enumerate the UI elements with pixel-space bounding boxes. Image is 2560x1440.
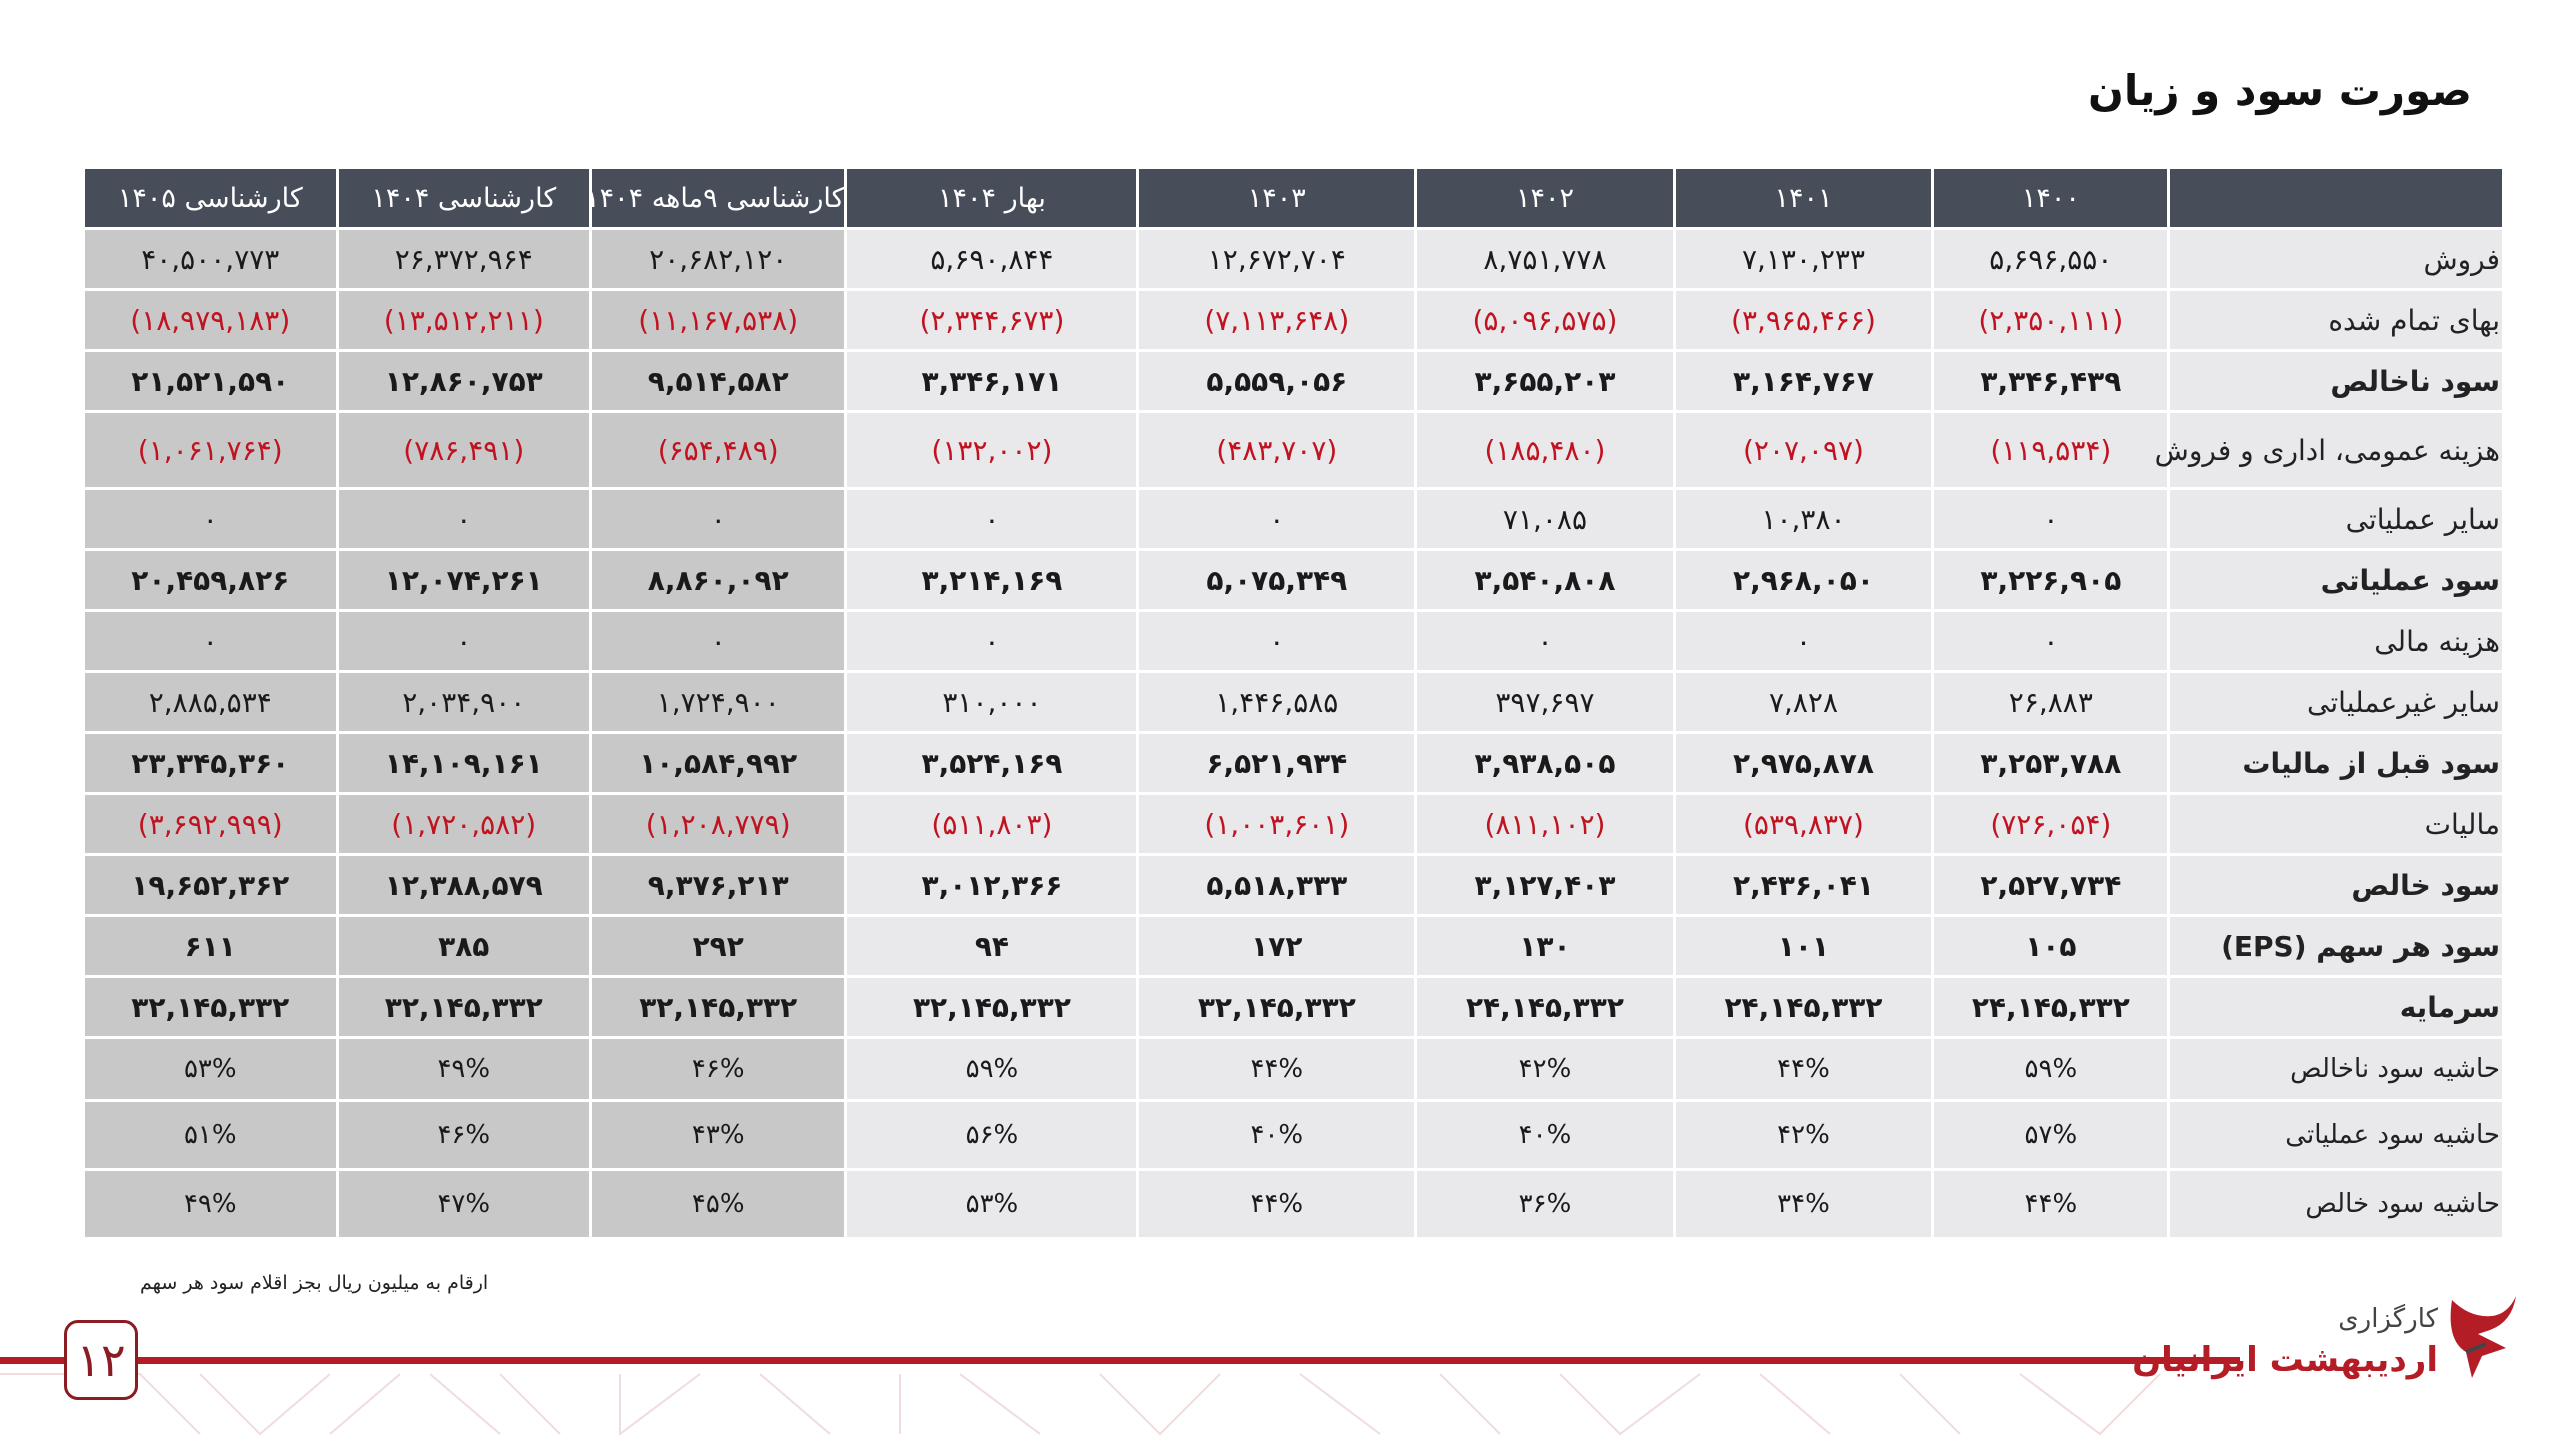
table-cell: (۶۵۴,۴۸۹) [589, 413, 844, 490]
row-label: سود عملیاتی [2167, 551, 2502, 612]
table-cell: (۲,۳۵۰,۱۱۱) [1931, 291, 2167, 352]
table-cell: ۲۰,۶۸۲,۱۲۰ [589, 230, 844, 291]
table-cell: ۴۴% [1673, 1039, 1932, 1102]
table-cell: ۱۴,۱۰۹,۱۶۱ [336, 734, 589, 795]
table-cell: ۹,۳۷۶,۲۱۳ [589, 856, 844, 917]
table-cell: (۱۳,۵۱۲,۲۱۱) [336, 291, 589, 352]
table-cell: ۳۱۰,۰۰۰ [844, 673, 1136, 734]
table-cell: (۱,۷۲۰,۵۸۲) [336, 795, 589, 856]
row-label: مالیات [2167, 795, 2502, 856]
table-cell: ۵۳% [844, 1171, 1136, 1240]
table-cell: ۱۳۰ [1414, 917, 1673, 978]
table-cell: ۰ [589, 612, 844, 673]
table-cell: ۵,۶۹۰,۸۴۴ [844, 230, 1136, 291]
table-cell: (۵۱۱,۸۰۳) [844, 795, 1136, 856]
row-label: سود هر سهم (EPS) [2167, 917, 2502, 978]
table-cell: ۰ [844, 490, 1136, 551]
table-cell: ۲,۹۷۵,۸۷۸ [1673, 734, 1932, 795]
column-header: ۱۴۰۰ [1931, 169, 2167, 230]
row-label: سود ناخالص [2167, 352, 2502, 413]
table-row [82, 230, 2502, 291]
table-cell: ۲,۵۲۷,۷۳۴ [1931, 856, 2167, 917]
table-cell: ۱,۷۲۴,۹۰۰ [589, 673, 844, 734]
row-label: بهای تمام شده [2167, 291, 2502, 352]
table-cell: ۴۴% [1931, 1171, 2167, 1240]
row-label: فروش [2167, 230, 2502, 291]
row-label: حاشیه سود عملیاتی [2167, 1102, 2502, 1171]
table-cell: (۷۲۶,۰۵۴) [1931, 795, 2167, 856]
table-cell: ۳۲,۱۴۵,۳۳۲ [844, 978, 1136, 1039]
table-cell: ۴۹% [82, 1171, 336, 1240]
logo-title: اردیبهشت ایرانیان [2132, 1340, 2438, 1380]
table-cell: (۵۳۹,۸۳۷) [1673, 795, 1932, 856]
table-cell: ۳,۲۲۶,۹۰۵ [1931, 551, 2167, 612]
table-cell: ۰ [1931, 612, 2167, 673]
table-cell: (۱۱۹,۵۳۴) [1931, 413, 2167, 490]
table-cell: ۸,۸۶۰,۰۹۲ [589, 551, 844, 612]
table-cell: (۷,۱۱۳,۶۴۸) [1136, 291, 1414, 352]
table-cell: ۳,۰۱۲,۳۶۶ [844, 856, 1136, 917]
table-row [82, 612, 2502, 673]
table-cell: ۰ [1931, 490, 2167, 551]
column-header: کارشناسی ۱۴۰۵ [82, 169, 336, 230]
table-cell: ۴۹% [336, 1039, 589, 1102]
table-cell: ۳,۱۲۷,۴۰۳ [1414, 856, 1673, 917]
table-cell: ۱۹,۶۵۲,۳۶۲ [82, 856, 336, 917]
table-cell: (۴۸۳,۷۰۷) [1136, 413, 1414, 490]
column-header: ۱۴۰۲ [1414, 169, 1673, 230]
page-title: صورت سود و زیان [2087, 66, 2472, 115]
table-cell: ۲,۰۳۴,۹۰۰ [336, 673, 589, 734]
table-cell: (۵,۰۹۶,۵۷۵) [1414, 291, 1673, 352]
table-cell: ۱۷۲ [1136, 917, 1414, 978]
table-cell: ۰ [844, 612, 1136, 673]
table-cell: ۶۱۱ [82, 917, 336, 978]
table-cell: ۴۳% [589, 1102, 844, 1171]
table-cell: ۵,۰۷۵,۳۴۹ [1136, 551, 1414, 612]
row-label: سرمایه [2167, 978, 2502, 1039]
table-cell: ۰ [1414, 612, 1673, 673]
row-label: حاشیه سود ناخالص [2167, 1039, 2502, 1102]
table-cell: ۳,۳۴۶,۴۳۹ [1931, 352, 2167, 413]
table-cell: ۱۲,۰۷۴,۲۶۱ [336, 551, 589, 612]
table-cell: ۳,۱۶۴,۷۶۷ [1673, 352, 1932, 413]
table-cell: ۴۶% [589, 1039, 844, 1102]
table-cell: (۱,۰۶۱,۷۶۴) [82, 413, 336, 490]
table-cell: ۳۸۵ [336, 917, 589, 978]
table-cell: ۱۲,۶۷۲,۷۰۴ [1136, 230, 1414, 291]
row-label: حاشیه سود خالص [2167, 1171, 2502, 1240]
table-cell: ۱۰۵ [1931, 917, 2167, 978]
column-header: ۱۴۰۱ [1673, 169, 1932, 230]
table-cell: ۱,۴۴۶,۵۸۵ [1136, 673, 1414, 734]
table-cell: ۳۶% [1414, 1171, 1673, 1240]
table-cell: ۵۳% [82, 1039, 336, 1102]
table-cell: (۱,۲۰۸,۷۷۹) [589, 795, 844, 856]
row-label: هزینه مالی [2167, 612, 2502, 673]
row-label: سایر عملیاتی [2167, 490, 2502, 551]
table-cell: ۳۲,۱۴۵,۳۳۲ [1136, 978, 1414, 1039]
table-cell: ۴۷% [336, 1171, 589, 1240]
table-cell: ۳,۲۵۳,۷۸۸ [1931, 734, 2167, 795]
table-row [82, 413, 2502, 490]
table-cell: (۷۸۶,۴۹۱) [336, 413, 589, 490]
table-cell: ۴۲% [1414, 1039, 1673, 1102]
logo-subtitle: کارگزاری [2338, 1304, 2438, 1334]
table-cell: ۳,۶۵۵,۲۰۳ [1414, 352, 1673, 413]
column-header: کارشناسی ۹ماهه ۱۴۰۴ [589, 169, 844, 230]
column-header: بهار ۱۴۰۴ [844, 169, 1136, 230]
table-cell: ۲۰,۴۵۹,۸۲۶ [82, 551, 336, 612]
table-cell: ۴۰% [1136, 1102, 1414, 1171]
table-cell: (۲۰۷,۰۹۷) [1673, 413, 1932, 490]
table-cell: (۸۱۱,۱۰۲) [1414, 795, 1673, 856]
table-cell: (۱۸,۹۷۹,۱۸۳) [82, 291, 336, 352]
table-cell: (۲,۳۴۴,۶۷۳) [844, 291, 1136, 352]
table-cell: ۰ [336, 612, 589, 673]
table-cell: ۰ [336, 490, 589, 551]
table-row [82, 978, 2502, 1039]
table-cell: ۳۲,۱۴۵,۳۳۲ [589, 978, 844, 1039]
table-header-row [82, 169, 2502, 230]
table-cell: ۲,۹۶۸,۰۵۰ [1673, 551, 1932, 612]
table-cell: ۱۰۱ [1673, 917, 1932, 978]
table-row [82, 1039, 2502, 1102]
table-cell: ۳۲,۱۴۵,۳۳۲ [82, 978, 336, 1039]
table-cell: ۵,۵۵۹,۰۵۶ [1136, 352, 1414, 413]
table-cell: ۴۲% [1673, 1102, 1932, 1171]
table-cell: ۵۷% [1931, 1102, 2167, 1171]
table-row [82, 1102, 2502, 1171]
table-cell: ۳۲,۱۴۵,۳۳۲ [336, 978, 589, 1039]
table-cell: ۰ [1673, 612, 1932, 673]
header-label-cell [2167, 169, 2502, 230]
table-cell: ۹۴ [844, 917, 1136, 978]
table-cell: ۹,۵۱۴,۵۸۲ [589, 352, 844, 413]
table-cell: ۲۶,۳۷۲,۹۶۴ [336, 230, 589, 291]
table-cell: ۰ [1136, 490, 1414, 551]
table-cell: ۸,۷۵۱,۷۷۸ [1414, 230, 1673, 291]
table-cell: ۵,۶۹۶,۵۵۰ [1931, 230, 2167, 291]
page-number: ۱۲ [64, 1320, 138, 1400]
table-cell: ۵۶% [844, 1102, 1136, 1171]
table-cell: ۵۱% [82, 1102, 336, 1171]
table-cell: ۱۰,۵۸۴,۹۹۲ [589, 734, 844, 795]
table-cell: ۷,۱۳۰,۲۳۳ [1673, 230, 1932, 291]
table-cell: ۲۱,۵۲۱,۵۹۰ [82, 352, 336, 413]
income-statement-table [82, 169, 2502, 1240]
table-cell: ۴۵% [589, 1171, 844, 1240]
table-cell: ۴۴% [1136, 1039, 1414, 1102]
table-row [82, 856, 2502, 917]
table-row [82, 795, 2502, 856]
table-cell: ۲۴,۱۴۵,۳۳۲ [1414, 978, 1673, 1039]
table-cell: ۴۴% [1136, 1171, 1414, 1240]
table-cell: ۶,۵۲۱,۹۳۴ [1136, 734, 1414, 795]
table-cell: (۳,۶۹۲,۹۹۹) [82, 795, 336, 856]
income-statement-table-wrap [82, 169, 2502, 1240]
table-cell: ۳۹۷,۶۹۷ [1414, 673, 1673, 734]
table-cell: ۲۴,۱۴۵,۳۳۲ [1673, 978, 1932, 1039]
column-header: کارشناسی ۱۴۰۴ [336, 169, 589, 230]
table-cell: ۲۳,۳۴۵,۳۶۰ [82, 734, 336, 795]
footer-rule [0, 1357, 2240, 1364]
table-cell: ۴۶% [336, 1102, 589, 1171]
table-cell: ۲۹۲ [589, 917, 844, 978]
table-cell: ۳,۵۴۰,۸۰۸ [1414, 551, 1673, 612]
table-cell: (۱۱,۱۶۷,۵۳۸) [589, 291, 844, 352]
table-row [82, 352, 2502, 413]
table-cell: ۷,۸۲۸ [1673, 673, 1932, 734]
table-cell: ۳,۳۴۶,۱۷۱ [844, 352, 1136, 413]
table-row [82, 1171, 2502, 1240]
table-cell: ۰ [1136, 612, 1414, 673]
table-row [82, 490, 2502, 551]
row-label: سود خالص [2167, 856, 2502, 917]
table-cell: ۳۴% [1673, 1171, 1932, 1240]
table-cell: ۲,۴۳۶,۰۴۱ [1673, 856, 1932, 917]
table-cell: ۷۱,۰۸۵ [1414, 490, 1673, 551]
table-cell: ۰ [589, 490, 844, 551]
row-label: هزینه عمومی، اداری و فروش [2167, 413, 2502, 490]
table-cell: ۴۰,۵۰۰,۷۷۳ [82, 230, 336, 291]
row-label: سایر غیرعملیاتی [2167, 673, 2502, 734]
table-cell: ۱۲,۸۶۰,۷۵۳ [336, 352, 589, 413]
table-cell: ۰ [82, 612, 336, 673]
table-cell: ۵۹% [1931, 1039, 2167, 1102]
table-cell: (۳,۹۶۵,۴۶۶) [1673, 291, 1932, 352]
table-row [82, 551, 2502, 612]
column-header: ۱۴۰۳ [1136, 169, 1414, 230]
table-cell: ۲۶,۸۸۳ [1931, 673, 2167, 734]
table-cell: ۳,۹۳۸,۵۰۵ [1414, 734, 1673, 795]
table-cell: ۳,۲۱۴,۱۶۹ [844, 551, 1136, 612]
table-cell: ۴۰% [1414, 1102, 1673, 1171]
table-cell: ۳,۵۲۴,۱۶۹ [844, 734, 1136, 795]
table-cell: ۱۰,۳۸۰ [1673, 490, 1932, 551]
table-row [82, 291, 2502, 352]
table-cell: ۰ [82, 490, 336, 551]
table-row [82, 673, 2502, 734]
units-note: ارقام به میلیون ریال بجز اقلام سود هر سهم [140, 1272, 489, 1294]
table-cell: ۵۹% [844, 1039, 1136, 1102]
table-cell: ۲۴,۱۴۵,۳۳۲ [1931, 978, 2167, 1039]
row-label: سود قبل از مالیات [2167, 734, 2502, 795]
table-cell: (۱۳۲,۰۰۲) [844, 413, 1136, 490]
table-row [82, 734, 2502, 795]
table-cell: ۵,۵۱۸,۳۳۳ [1136, 856, 1414, 917]
table-cell: (۱,۰۰۳,۶۰۱) [1136, 795, 1414, 856]
table-row [82, 917, 2502, 978]
table-cell: ۲,۸۸۵,۵۳۴ [82, 673, 336, 734]
table-cell: ۱۲,۳۸۸,۵۷۹ [336, 856, 589, 917]
table-cell: (۱۸۵,۴۸۰) [1414, 413, 1673, 490]
